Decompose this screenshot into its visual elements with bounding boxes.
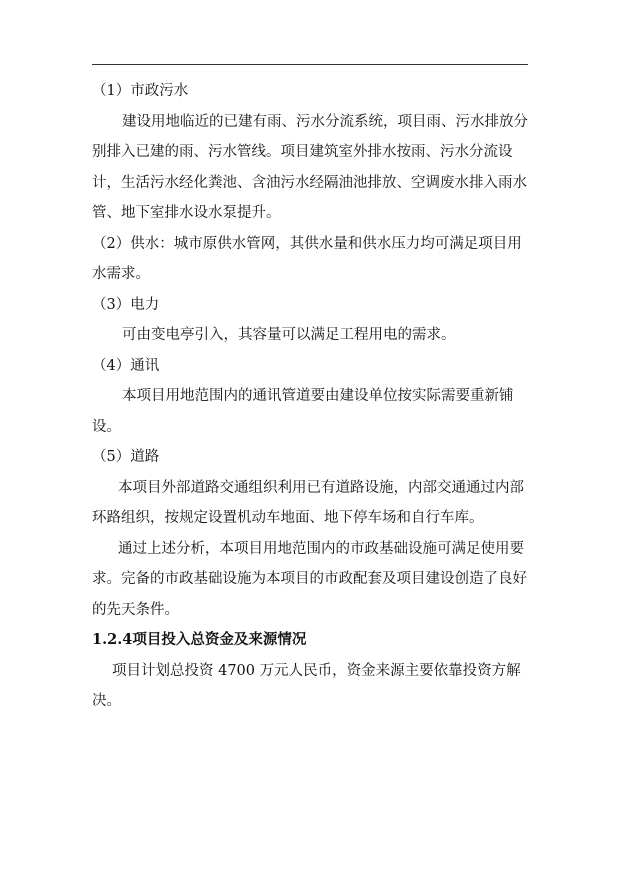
section-5-heading: （5）道路 <box>92 449 160 465</box>
section-2-heading: （2）供水：城市原供水管网，其供水量和供水压力均可满足项目用水需求。 <box>92 235 522 282</box>
header-rule <box>92 64 528 65</box>
section-4-body: 本项目用地范围内的通讯管道要由建设单位按实际需要重新铺设。 <box>92 388 514 435</box>
section-1-body: 建设用地临近的已建有雨、污水分流系统，项目雨、污水排放分别排入已建的雨、污水管线。项目建筑室外排水按雨、污水分流设计，生活污水经化粪池、含油污水经隔油池排放、空调废水排入雨水管、地下室排水设水泵提升。 <box>92 113 528 221</box>
investment-body: 项目计划总投资 4700 万元人民币，资金来源主要依靠投资方解决。 <box>92 662 521 709</box>
section-3-heading: （3）电力 <box>92 296 160 313</box>
document-page <box>92 76 532 717</box>
section-5-body: 本项目外部道路交通组织利用已有道路设施，内部交通通过内部环路组织，按规定设置机动车地面、地下停车场和自行车库。 <box>92 479 524 526</box>
investment-title: 1.2.4项目投入总资金及来源情况 <box>92 631 307 648</box>
section-4-heading: （4）通讯 <box>92 357 160 374</box>
section-1-heading: （1）市政污水 <box>92 83 189 99</box>
conclusion-paragraph: 通过上述分析，本项目用地范围内的市政基础设施可满足使用要求。完备的市政基础设施为本项目的市政配套及项目建设创造了良好的先天条件。 <box>92 540 527 618</box>
section-3-body: 可由变电亭引入，其容量可以满足工程用电的需求。 <box>122 327 456 343</box>
